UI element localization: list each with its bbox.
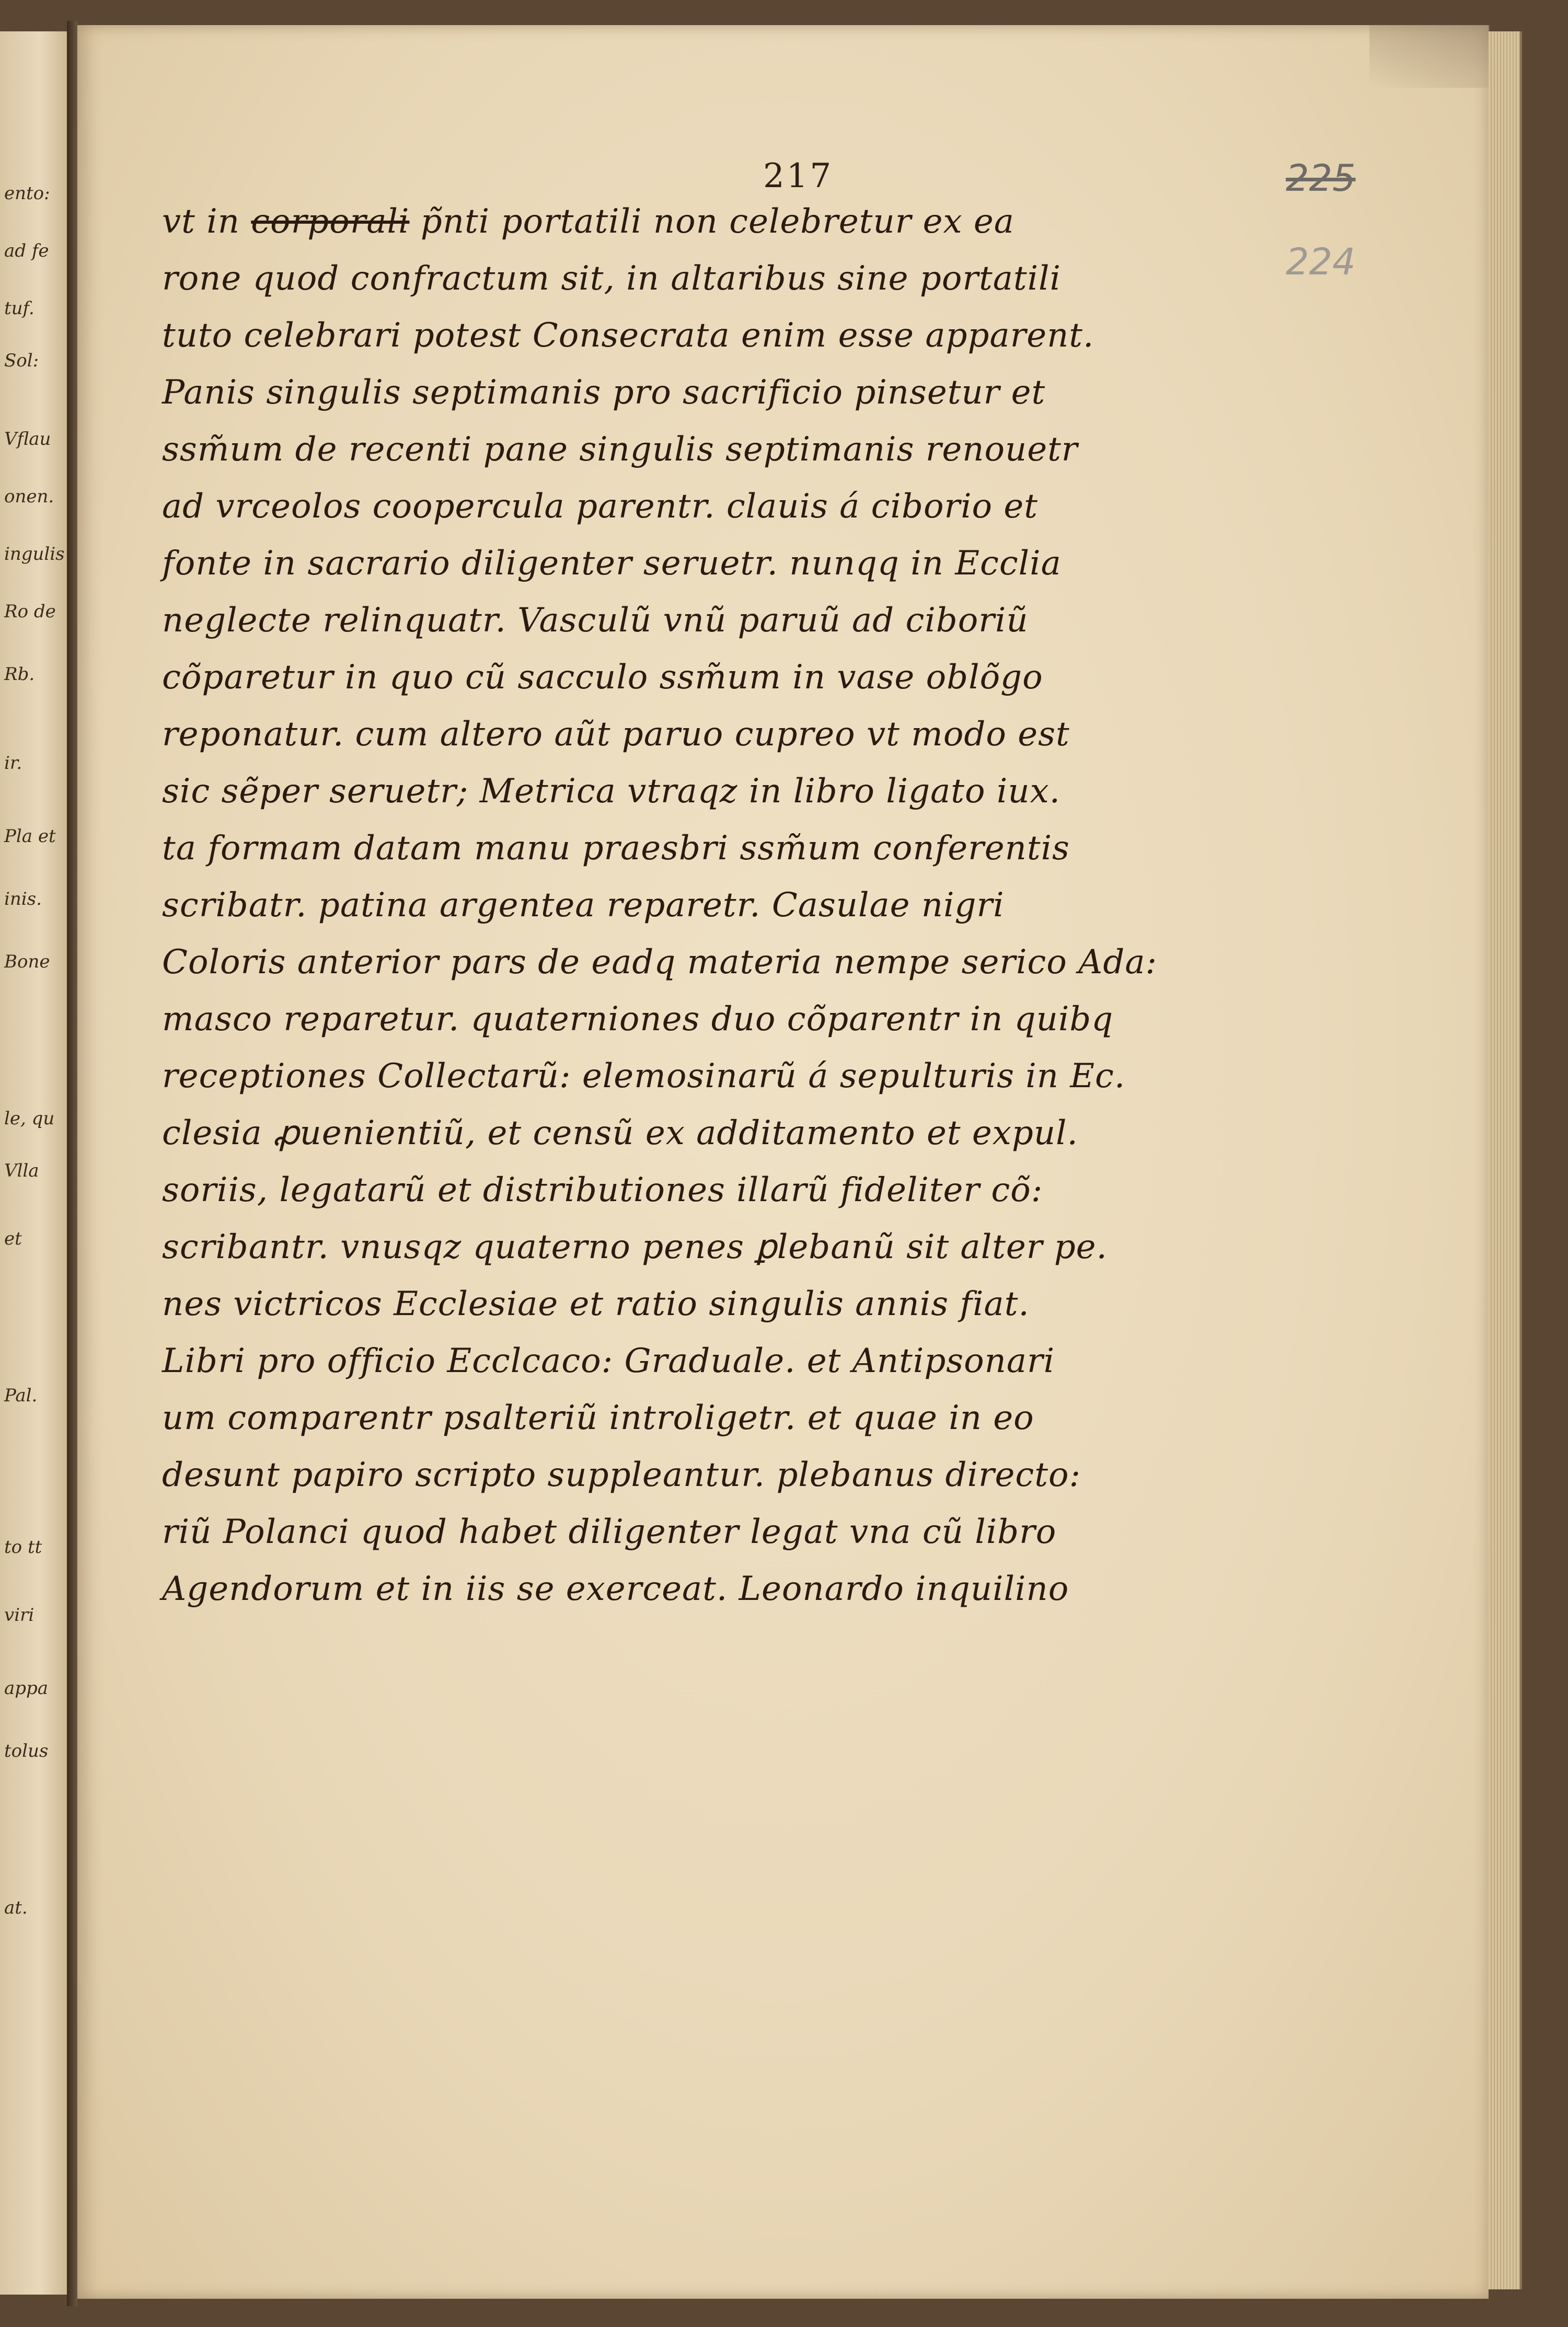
margin-fragment: Pla et	[4, 826, 56, 847]
text-line: scribatr. patina argentea reparetr. Casulae nigri	[162, 886, 1005, 925]
struck-word: corporali	[251, 202, 410, 241]
text-line: ad vrceolos coopercula parentr. clauis á ciborio et	[162, 487, 1038, 526]
margin-fragment: tolus	[4, 1741, 49, 1761]
text-line: desunt papiro scripto suppleantur. plebanus directo:	[162, 1456, 1081, 1494]
margin-fragment: ir.	[4, 753, 22, 774]
margin-fragment: Vlla	[4, 1160, 39, 1181]
text-line: receptiones Collectarũ: elemosinarũ á sepulturis in Ec.	[162, 1057, 1126, 1096]
text-line: tuto celebrari potest Consecrata enim esse apparent.	[162, 316, 1094, 355]
margin-fragment: ingulis	[4, 544, 65, 565]
margin-fragment: Bone	[4, 951, 50, 972]
text-line: Libri pro officio Ecclcaco: Graduale. et Antipsonari	[162, 1342, 1055, 1380]
text-line: neglecte relinquatr. Vasculũ vnũ paruũ ad ciboriũ	[162, 601, 1029, 640]
text-line: Agendorum et in iis se exerceat. Leonardo inquilino	[162, 1570, 1069, 1608]
margin-fragment: le, qu	[4, 1108, 55, 1129]
pencil-folio-struck: 225	[1286, 157, 1356, 200]
text-line-lead: vt in	[162, 202, 251, 241]
text-line: sic sẽper seruetr; Metrica vtraqz in libro ligato iux.	[162, 772, 1060, 811]
text-line: ssm̃um de recenti pane singulis septimanis renouetr	[162, 430, 1078, 469]
margin-fragment: Pal.	[4, 1385, 38, 1406]
margin-fragment: inis.	[4, 889, 42, 909]
manuscript-text	[162, 193, 1207, 1618]
margin-fragment: Sol:	[4, 350, 39, 371]
margin-fragment: viri	[4, 1605, 34, 1626]
margin-fragment: at.	[4, 1897, 28, 1918]
text-line: reponatur. cum altero aũt paruo cupreo vt modo est	[162, 715, 1070, 754]
margin-fragment: onen.	[4, 486, 54, 507]
text-line: ta formam datam manu praesbri ssm̃um conferentis	[162, 829, 1070, 868]
text-line: cõparetur in quo cũ sacculo ssm̃um in vase oblõgo	[162, 658, 1043, 697]
margin-fragment: appa	[4, 1678, 49, 1699]
text-line: fonte in sacrario diligenter seruetr. nunqq in Ecclia	[162, 544, 1062, 583]
text-line: soriis, legatarũ et distributiones illarũ fideliter cõ:	[162, 1171, 1043, 1209]
text-line: rone quod confractum sit, in altaribus sine portatili	[162, 259, 1061, 298]
previous-page-edge	[0, 31, 70, 2295]
page-corner-stain	[1369, 25, 1490, 88]
margin-fragment: Ro de	[4, 601, 56, 622]
margin-fragment: ento:	[4, 183, 50, 204]
margin-fragment: Rb.	[4, 664, 35, 685]
margin-fragment: et	[4, 1228, 22, 1249]
folio-number: 217	[763, 157, 834, 195]
text-line: nes victricos Ecclesiae et ratio singulis annis fiat.	[162, 1285, 1030, 1323]
binding-gutter	[67, 21, 77, 2306]
pencil-folio: 224	[1286, 240, 1356, 283]
text-line: masco reparetur. quaterniones duo cõparentr in quibq	[162, 1000, 1114, 1039]
page-stack-edges	[1489, 31, 1522, 2289]
text-line: um comparentr psalteriũ introligetr. et quae in eo	[162, 1399, 1034, 1437]
margin-fragment: ad fe	[4, 240, 49, 261]
text-line: riũ Polanci quod habet diligenter legat vna cũ libro	[162, 1513, 1057, 1551]
margin-fragment: Vflau	[4, 429, 51, 450]
text-line: scribantr. vnusqz quaterno penes ꝑlebanũ sit alter pe.	[162, 1228, 1108, 1266]
margin-fragment: tuf.	[4, 298, 34, 319]
text-line: Panis singulis septimanis pro sacrificio pinsetur et	[162, 373, 1046, 412]
text-line	[162, 193, 1207, 250]
text-line-rest: p̃nti portatili non celebretur ex ea	[409, 202, 1014, 241]
text-line: clesia ꝓuenientiũ, et censũ ex additamento et expul.	[162, 1114, 1078, 1153]
margin-fragment: to tt	[4, 1537, 42, 1558]
text-line: Coloris anterior pars de eadq materia nempe serico Ada:	[162, 943, 1158, 982]
